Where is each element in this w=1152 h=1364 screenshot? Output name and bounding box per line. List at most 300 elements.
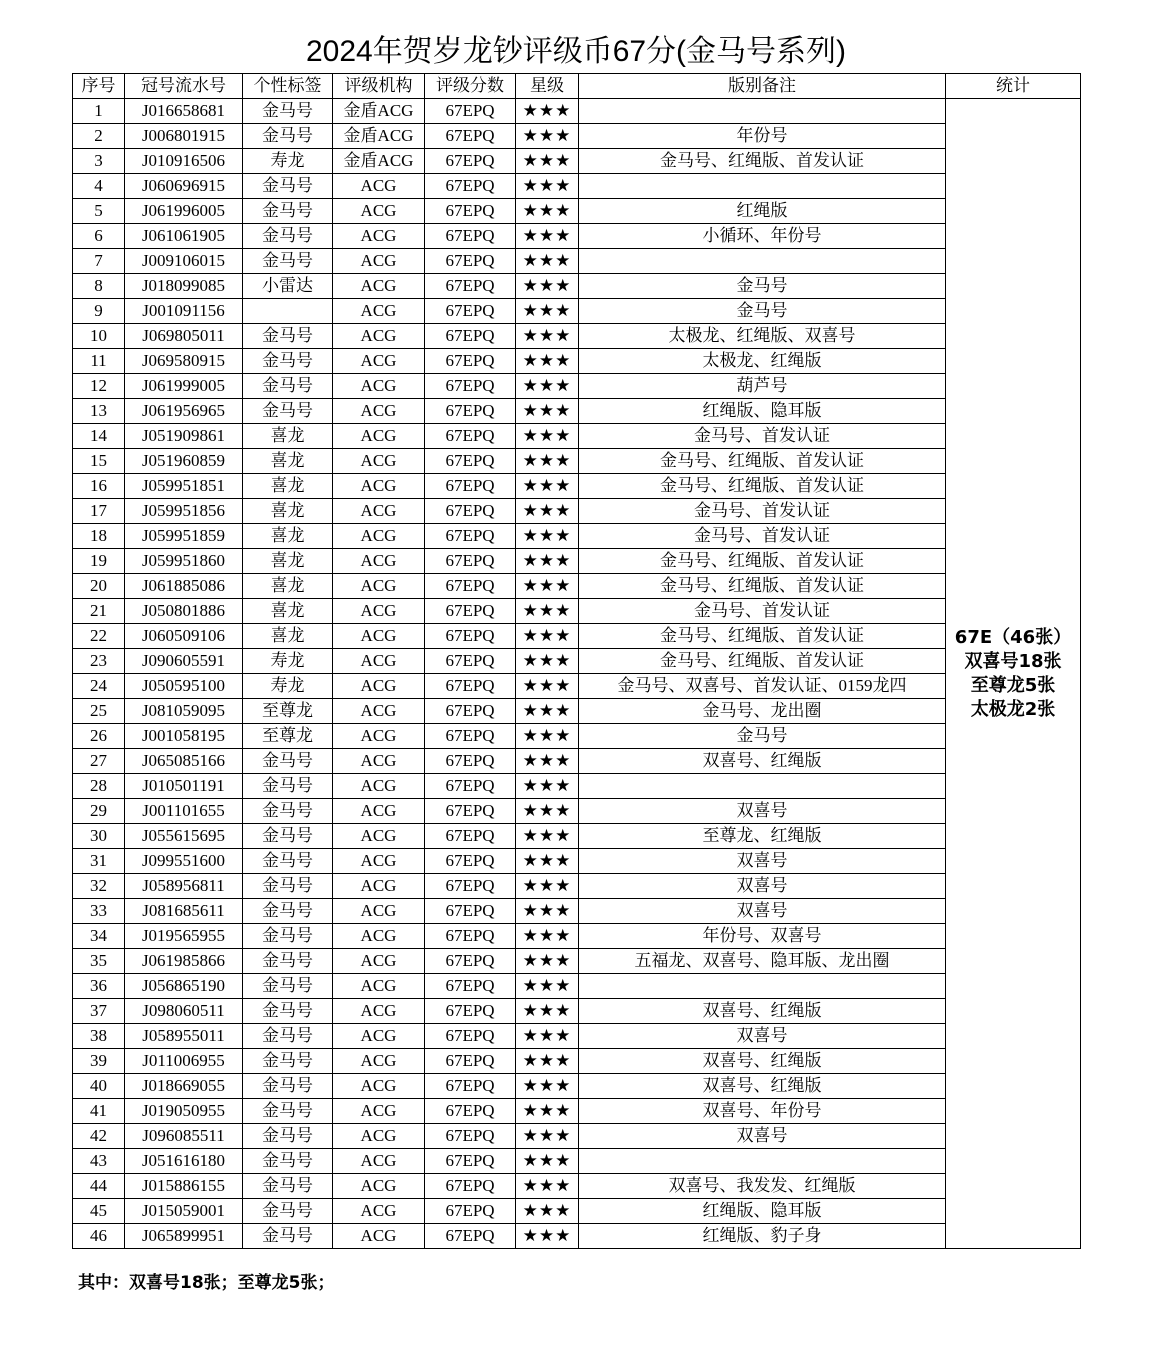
cell-stars: ★★★ (516, 524, 579, 549)
table-row (73, 674, 1081, 699)
cell-agency: ACG (333, 774, 425, 799)
cell-index: 4 (73, 174, 125, 199)
cell-agency: ACG (333, 424, 425, 449)
cell-agency: ACG (333, 224, 425, 249)
cell-tag: 喜龙 (243, 449, 333, 474)
cell-agency: ACG (333, 1074, 425, 1099)
cell-stars: ★★★ (516, 424, 579, 449)
cell-stars: ★★★ (516, 1199, 579, 1224)
cell-agency: ACG (333, 749, 425, 774)
cell-agency: ACG (333, 599, 425, 624)
cell-notes: 双喜号 (579, 874, 946, 899)
cell-serial: J059951851 (125, 474, 243, 499)
cell-notes: 金马号、首发认证 (579, 424, 946, 449)
header-index: 序号 (73, 74, 125, 99)
cell-serial: J051909861 (125, 424, 243, 449)
cell-score: 67EPQ (425, 874, 516, 899)
cell-serial: J019050955 (125, 1099, 243, 1124)
cell-index: 25 (73, 699, 125, 724)
cell-agency: ACG (333, 199, 425, 224)
cell-score: 67EPQ (425, 1224, 516, 1249)
cell-index: 32 (73, 874, 125, 899)
cell-agency: ACG (333, 1024, 425, 1049)
cell-score: 67EPQ (425, 124, 516, 149)
cell-agency: ACG (333, 1124, 425, 1149)
cell-agency: ACG (333, 624, 425, 649)
cell-serial: J059951860 (125, 549, 243, 574)
cell-notes: 金马号 (579, 724, 946, 749)
table-row (73, 899, 1081, 924)
cell-score: 67EPQ (425, 199, 516, 224)
table-row (73, 99, 1081, 124)
cell-serial: J015886155 (125, 1174, 243, 1199)
cell-serial: J098060511 (125, 999, 243, 1024)
cell-stars: ★★★ (516, 299, 579, 324)
cell-tag: 金马号 (243, 949, 333, 974)
cell-stars: ★★★ (516, 974, 579, 999)
cell-tag: 寿龙 (243, 649, 333, 674)
cell-tag: 金马号 (243, 1149, 333, 1174)
cell-score: 67EPQ (425, 824, 516, 849)
cell-stars: ★★★ (516, 1074, 579, 1099)
cell-index: 35 (73, 949, 125, 974)
cell-notes: 金马号、龙出圈 (579, 699, 946, 724)
cell-stars: ★★★ (516, 324, 579, 349)
cell-notes: 太极龙、红绳版、双喜号 (579, 324, 946, 349)
cell-serial: J001101655 (125, 799, 243, 824)
cell-score: 67EPQ (425, 174, 516, 199)
grading-table (72, 73, 1081, 1249)
cell-tag: 金马号 (243, 749, 333, 774)
cell-notes: 五福龙、双喜号、隐耳版、龙出圈 (579, 949, 946, 974)
cell-stars: ★★★ (516, 1149, 579, 1174)
cell-notes: 金马号 (579, 274, 946, 299)
table-row (73, 424, 1081, 449)
cell-agency: ACG (333, 374, 425, 399)
cell-tag: 金马号 (243, 199, 333, 224)
table-row (73, 149, 1081, 174)
cell-index: 43 (73, 1149, 125, 1174)
cell-notes: 金马号、红绳版、首发认证 (579, 649, 946, 674)
table-row (73, 724, 1081, 749)
cell-score: 67EPQ (425, 699, 516, 724)
cell-agency: ACG (333, 474, 425, 499)
cell-stars: ★★★ (516, 449, 579, 474)
cell-serial: J010501191 (125, 774, 243, 799)
cell-stars: ★★★ (516, 99, 579, 124)
cell-serial: J069805011 (125, 324, 243, 349)
cell-index: 18 (73, 524, 125, 549)
cell-score: 67EPQ (425, 574, 516, 599)
cell-tag: 金马号 (243, 799, 333, 824)
cell-agency: ACG (333, 1049, 425, 1074)
header-notes: 版别备注 (579, 74, 946, 99)
cell-stars: ★★★ (516, 1124, 579, 1149)
cell-index: 13 (73, 399, 125, 424)
cell-index: 10 (73, 324, 125, 349)
cell-tag: 金马号 (243, 249, 333, 274)
cell-serial: J090605591 (125, 649, 243, 674)
cell-stars: ★★★ (516, 874, 579, 899)
cell-agency: ACG (333, 499, 425, 524)
cell-index: 46 (73, 1224, 125, 1249)
table-row (73, 499, 1081, 524)
cell-score: 67EPQ (425, 499, 516, 524)
cell-serial: J050801886 (125, 599, 243, 624)
cell-stars: ★★★ (516, 124, 579, 149)
cell-notes (579, 1149, 946, 1174)
header-row (73, 74, 1081, 99)
cell-serial: J009106015 (125, 249, 243, 274)
stats-line: 67E（46张） (954, 626, 1072, 648)
cell-stars: ★★★ (516, 1024, 579, 1049)
header-stats: 统计 (946, 74, 1081, 99)
cell-index: 24 (73, 674, 125, 699)
table-row (73, 624, 1081, 649)
table-row (73, 799, 1081, 824)
cell-agency: ACG (333, 299, 425, 324)
cell-serial: J001058195 (125, 724, 243, 749)
cell-score: 67EPQ (425, 424, 516, 449)
cell-notes: 葫芦号 (579, 374, 946, 399)
table-row (73, 924, 1081, 949)
cell-stars: ★★★ (516, 1049, 579, 1074)
cell-agency: ACG (333, 649, 425, 674)
cell-agency: ACG (333, 574, 425, 599)
cell-agency: ACG (333, 1174, 425, 1199)
cell-index: 20 (73, 574, 125, 599)
cell-index: 9 (73, 299, 125, 324)
cell-stars: ★★★ (516, 224, 579, 249)
cell-tag: 小雷达 (243, 274, 333, 299)
cell-index: 7 (73, 249, 125, 274)
cell-stars: ★★★ (516, 499, 579, 524)
cell-notes: 双喜号、红绳版 (579, 749, 946, 774)
cell-serial: J001091156 (125, 299, 243, 324)
table-row (73, 199, 1081, 224)
cell-notes: 红绳版、隐耳版 (579, 399, 946, 424)
cell-stars: ★★★ (516, 174, 579, 199)
cell-score: 67EPQ (425, 774, 516, 799)
cell-index: 15 (73, 449, 125, 474)
cell-agency: ACG (333, 449, 425, 474)
cell-tag: 金马号 (243, 899, 333, 924)
table-row (73, 949, 1081, 974)
cell-serial: J099551600 (125, 849, 243, 874)
cell-notes: 金马号、红绳版、首发认证 (579, 474, 946, 499)
cell-index: 16 (73, 474, 125, 499)
cell-score: 67EPQ (425, 1149, 516, 1174)
cell-tag: 寿龙 (243, 149, 333, 174)
cell-agency: ACG (333, 1099, 425, 1124)
cell-stars: ★★★ (516, 824, 579, 849)
cell-tag: 金马号 (243, 1199, 333, 1224)
cell-notes: 双喜号 (579, 799, 946, 824)
cell-index: 3 (73, 149, 125, 174)
cell-index: 11 (73, 349, 125, 374)
cell-tag: 金马号 (243, 924, 333, 949)
cell-agency: ACG (333, 274, 425, 299)
cell-tag: 金马号 (243, 849, 333, 874)
cell-tag: 喜龙 (243, 474, 333, 499)
cell-serial: J010916506 (125, 149, 243, 174)
cell-notes (579, 974, 946, 999)
cell-score: 67EPQ (425, 1124, 516, 1149)
cell-serial: J081685611 (125, 899, 243, 924)
cell-notes: 年份号 (579, 124, 946, 149)
cell-serial: J061956965 (125, 399, 243, 424)
cell-score: 67EPQ (425, 974, 516, 999)
cell-score: 67EPQ (425, 374, 516, 399)
table-row (73, 349, 1081, 374)
table-row (73, 599, 1081, 624)
footer-summary: 其中：双喜号18张；至尊龙5张； (78, 1273, 335, 1293)
cell-notes (579, 249, 946, 274)
cell-serial: J061996005 (125, 199, 243, 224)
cell-agency: ACG (333, 249, 425, 274)
cell-index: 22 (73, 624, 125, 649)
cell-agency: ACG (333, 524, 425, 549)
cell-tag: 喜龙 (243, 624, 333, 649)
cell-score: 67EPQ (425, 249, 516, 274)
table-row (73, 524, 1081, 549)
cell-stars: ★★★ (516, 749, 579, 774)
cell-stars: ★★★ (516, 1099, 579, 1124)
table-row (73, 1224, 1081, 1249)
table-row (73, 1074, 1081, 1099)
cell-tag: 金马号 (243, 1224, 333, 1249)
cell-agency: ACG (333, 699, 425, 724)
cell-stars: ★★★ (516, 774, 579, 799)
cell-tag: 金马号 (243, 224, 333, 249)
cell-stars: ★★★ (516, 1174, 579, 1199)
table-row (73, 1149, 1081, 1174)
cell-tag: 金马号 (243, 349, 333, 374)
cell-notes: 金马号、红绳版、首发认证 (579, 549, 946, 574)
cell-index: 21 (73, 599, 125, 624)
table-row (73, 699, 1081, 724)
cell-stars: ★★★ (516, 949, 579, 974)
table-row (73, 399, 1081, 424)
cell-tag: 金马号 (243, 1124, 333, 1149)
cell-score: 67EPQ (425, 99, 516, 124)
stats-line: 至尊龙5张 (970, 674, 1056, 696)
cell-agency: ACG (333, 1149, 425, 1174)
cell-notes: 双喜号 (579, 899, 946, 924)
cell-score: 67EPQ (425, 649, 516, 674)
cell-notes: 双喜号、年份号 (579, 1099, 946, 1124)
cell-tag (243, 299, 333, 324)
cell-serial: J015059001 (125, 1199, 243, 1224)
table-row (73, 474, 1081, 499)
cell-notes: 金马号、红绳版、首发认证 (579, 574, 946, 599)
cell-agency: ACG (333, 724, 425, 749)
cell-tag: 至尊龙 (243, 699, 333, 724)
cell-tag: 金马号 (243, 324, 333, 349)
table-row (73, 1099, 1081, 1124)
cell-index: 33 (73, 899, 125, 924)
cell-notes (579, 174, 946, 199)
stats-line: 双喜号18张 (964, 650, 1062, 672)
cell-serial: J051960859 (125, 449, 243, 474)
cell-tag: 金马号 (243, 999, 333, 1024)
cell-index: 6 (73, 224, 125, 249)
cell-serial: J065085166 (125, 749, 243, 774)
cell-tag: 金马号 (243, 99, 333, 124)
cell-score: 67EPQ (425, 549, 516, 574)
table-row (73, 999, 1081, 1024)
cell-tag: 喜龙 (243, 524, 333, 549)
cell-serial: J081059095 (125, 699, 243, 724)
cell-notes: 双喜号 (579, 1024, 946, 1049)
cell-serial: J011006955 (125, 1049, 243, 1074)
cell-tag: 金马号 (243, 374, 333, 399)
cell-agency: ACG (333, 674, 425, 699)
cell-score: 67EPQ (425, 599, 516, 624)
table-row (73, 549, 1081, 574)
table-row (73, 649, 1081, 674)
cell-tag: 金马号 (243, 974, 333, 999)
cell-index: 5 (73, 199, 125, 224)
cell-score: 67EPQ (425, 899, 516, 924)
table-row (73, 274, 1081, 299)
cell-notes: 小循环、年份号 (579, 224, 946, 249)
cell-index: 42 (73, 1124, 125, 1149)
cell-notes: 年份号、双喜号 (579, 924, 946, 949)
cell-serial: J061885086 (125, 574, 243, 599)
cell-stars: ★★★ (516, 574, 579, 599)
cell-notes: 双喜号、红绳版 (579, 999, 946, 1024)
cell-index: 17 (73, 499, 125, 524)
cell-index: 2 (73, 124, 125, 149)
cell-score: 67EPQ (425, 1099, 516, 1124)
table-row (73, 824, 1081, 849)
cell-stars: ★★★ (516, 249, 579, 274)
cell-index: 26 (73, 724, 125, 749)
cell-stars: ★★★ (516, 374, 579, 399)
cell-stars: ★★★ (516, 674, 579, 699)
cell-tag: 金马号 (243, 1099, 333, 1124)
table-row (73, 1124, 1081, 1149)
header-stars: 星级 (516, 74, 579, 99)
cell-index: 37 (73, 999, 125, 1024)
cell-score: 67EPQ (425, 224, 516, 249)
cell-agency: ACG (333, 799, 425, 824)
cell-score: 67EPQ (425, 399, 516, 424)
cell-index: 31 (73, 849, 125, 874)
cell-agency: ACG (333, 874, 425, 899)
cell-tag: 金马号 (243, 399, 333, 424)
cell-score: 67EPQ (425, 349, 516, 374)
table-row (73, 299, 1081, 324)
cell-score: 67EPQ (425, 1074, 516, 1099)
cell-stars: ★★★ (516, 924, 579, 949)
cell-index: 30 (73, 824, 125, 849)
cell-index: 8 (73, 274, 125, 299)
cell-agency: ACG (333, 999, 425, 1024)
cell-agency: ACG (333, 1224, 425, 1249)
cell-tag: 喜龙 (243, 499, 333, 524)
cell-tag: 金马号 (243, 824, 333, 849)
cell-score: 67EPQ (425, 849, 516, 874)
cell-notes: 至尊龙、红绳版 (579, 824, 946, 849)
cell-index: 41 (73, 1099, 125, 1124)
cell-stars: ★★★ (516, 1224, 579, 1249)
cell-stars: ★★★ (516, 849, 579, 874)
table-row (73, 174, 1081, 199)
table-row (73, 224, 1081, 249)
cell-serial: J055615695 (125, 824, 243, 849)
cell-stars: ★★★ (516, 149, 579, 174)
cell-agency: 金盾ACG (333, 124, 425, 149)
cell-notes: 金马号、红绳版、首发认证 (579, 449, 946, 474)
cell-notes: 双喜号、红绳版 (579, 1074, 946, 1099)
cell-score: 67EPQ (425, 474, 516, 499)
cell-agency: ACG (333, 974, 425, 999)
cell-index: 19 (73, 549, 125, 574)
cell-notes: 双喜号 (579, 849, 946, 874)
cell-serial: J018669055 (125, 1074, 243, 1099)
table-row (73, 974, 1081, 999)
cell-serial: J059951859 (125, 524, 243, 549)
cell-stars: ★★★ (516, 349, 579, 374)
cell-tag: 喜龙 (243, 424, 333, 449)
cell-agency: ACG (333, 849, 425, 874)
cell-score: 67EPQ (425, 1199, 516, 1224)
cell-stars: ★★★ (516, 549, 579, 574)
cell-stars: ★★★ (516, 474, 579, 499)
cell-score: 67EPQ (425, 299, 516, 324)
cell-tag: 喜龙 (243, 549, 333, 574)
cell-tag: 金马号 (243, 1049, 333, 1074)
cell-serial: J051616180 (125, 1149, 243, 1174)
cell-serial: J016658681 (125, 99, 243, 124)
cell-index: 39 (73, 1049, 125, 1074)
cell-notes: 红绳版 (579, 199, 946, 224)
cell-serial: J061061905 (125, 224, 243, 249)
header-agency: 评级机构 (333, 74, 425, 99)
cell-score: 67EPQ (425, 1174, 516, 1199)
cell-serial: J061999005 (125, 374, 243, 399)
cell-agency: 金盾ACG (333, 99, 425, 124)
cell-score: 67EPQ (425, 949, 516, 974)
cell-agency: ACG (333, 549, 425, 574)
stats-line: 太极龙2张 (970, 698, 1056, 720)
cell-agency: ACG (333, 174, 425, 199)
cell-notes: 金马号、首发认证 (579, 524, 946, 549)
cell-tag: 喜龙 (243, 574, 333, 599)
table-row (73, 749, 1081, 774)
cell-tag: 金马号 (243, 174, 333, 199)
cell-serial: J061985866 (125, 949, 243, 974)
cell-agency: ACG (333, 1199, 425, 1224)
cell-serial: J096085511 (125, 1124, 243, 1149)
cell-tag: 金马号 (243, 1174, 333, 1199)
cell-serial: J019565955 (125, 924, 243, 949)
cell-score: 67EPQ (425, 1024, 516, 1049)
cell-index: 29 (73, 799, 125, 824)
cell-serial: J065899951 (125, 1224, 243, 1249)
cell-index: 28 (73, 774, 125, 799)
cell-serial: J018099085 (125, 274, 243, 299)
table-row (73, 249, 1081, 274)
sheet-title: 2024年贺岁龙钞评级币67分(金马号系列) (305, 35, 847, 68)
cell-agency: ACG (333, 899, 425, 924)
table-row (73, 449, 1081, 474)
cell-serial: J059951856 (125, 499, 243, 524)
cell-serial: J069580915 (125, 349, 243, 374)
cell-score: 67EPQ (425, 1049, 516, 1074)
